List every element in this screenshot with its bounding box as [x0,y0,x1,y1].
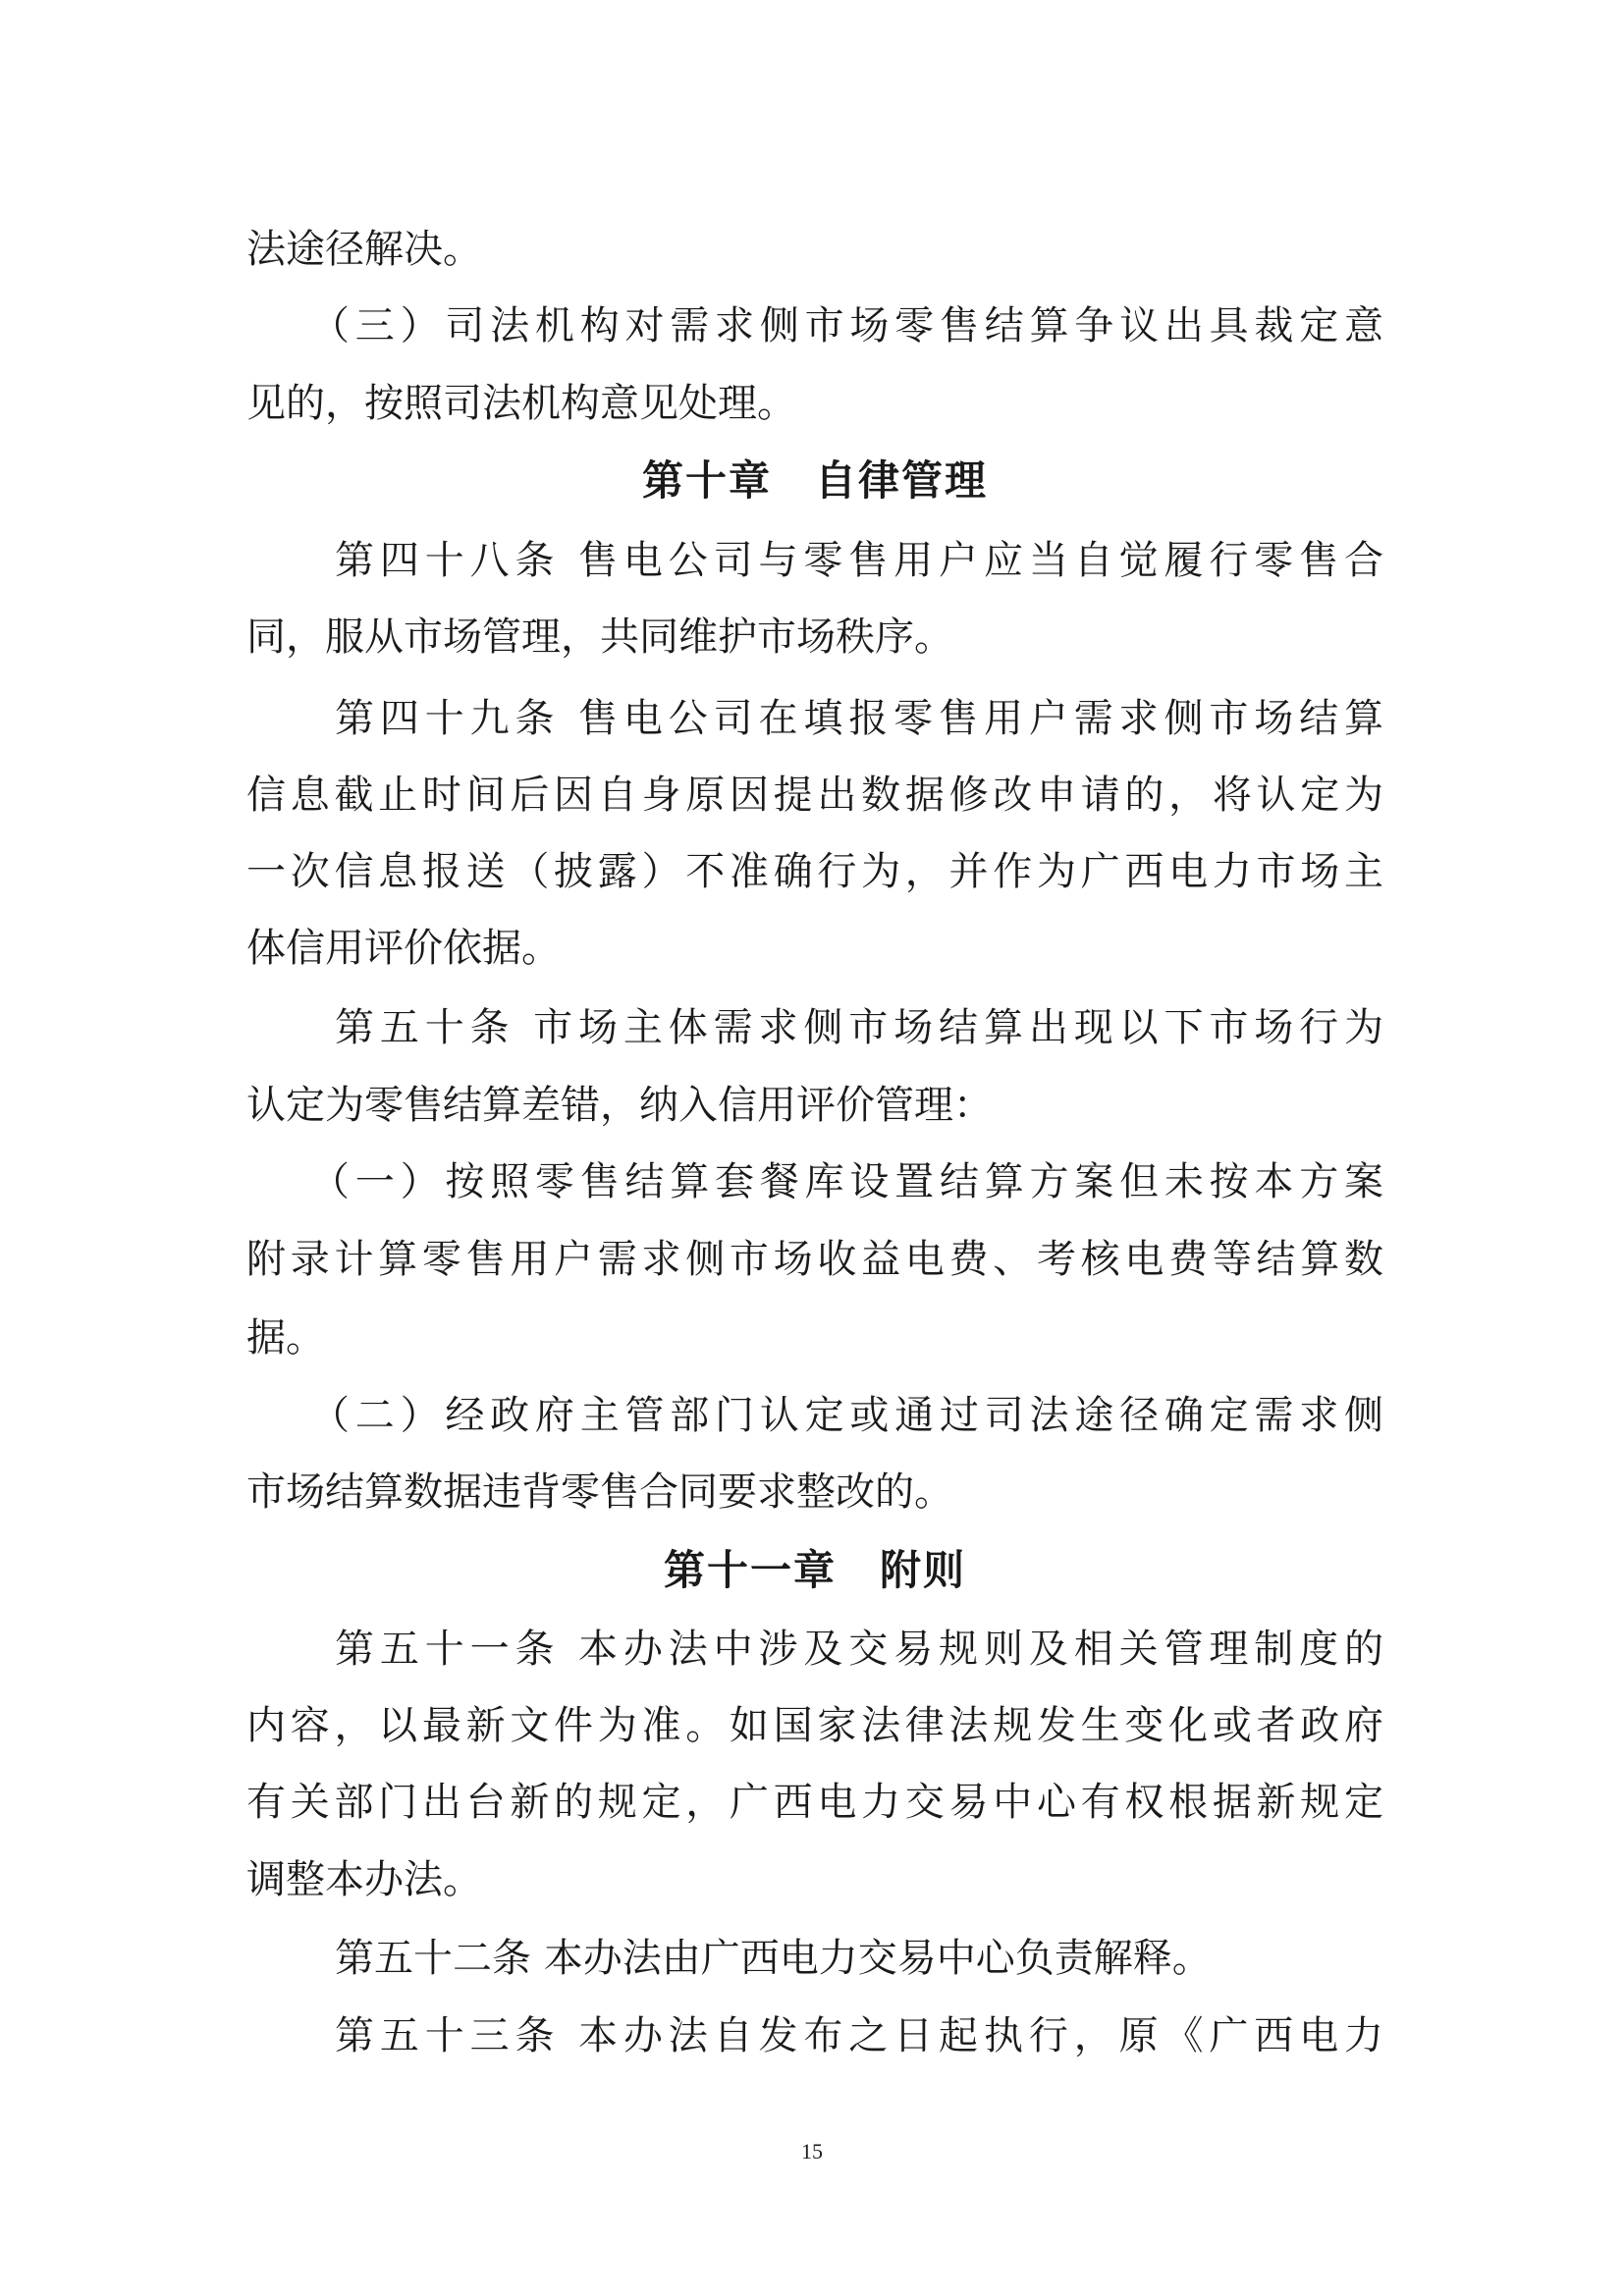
text-line: 有关部门出台新的规定，广西电力交易中心有权根据新规定 [246,1780,1383,1825]
text-line: 内容，以最新文件为准。如国家法律法规发生变化或者政府 [246,1703,1383,1748]
text-line: （一）按照零售结算套餐库设置结算方案但未按本方案 [310,1159,1383,1204]
text-line: 第四十八条 售电公司与零售用户应当自觉履行零售合 [335,538,1383,583]
text-line: 第五十三条 本办法自发布之日起执行，原《广西电力 [335,2013,1383,2058]
text-line: 一次信息报送（披露）不准确行为，并作为广西电力市场主 [246,849,1383,894]
text-line: 体信用评价依据。 [246,926,561,971]
text-line: 第五十一条 本办法中涉及交易规则及相关管理制度的 [335,1627,1383,1672]
text-line: 第五十条 市场主体需求侧市场结算出现以下市场行为 [335,1005,1383,1050]
chapter-heading: 第十章 自律管理 [641,456,988,505]
text-line: 调整本办法。 [246,1857,482,1902]
text-line: 见的，按照司法机构意见处理。 [246,381,796,426]
text-line: 法途径解决。 [246,227,482,272]
text-line: （三）司法机构对需求侧市场零售结算争议出具裁定意 [310,303,1383,348]
text-line: 据。 [246,1315,325,1361]
text-line: 认定为零售结算差错，纳入信用评价管理： [246,1083,993,1128]
text-line: （二）经政府主管部门认定或通过司法途径确定需求侧 [310,1393,1383,1438]
text-line: 市场结算数据违背零售合同要求整改的。 [246,1469,953,1515]
chapter-heading: 第十一章 附则 [663,1546,966,1594]
text-line: 第四十九条 售电公司在填报零售用户需求侧市场结算 [335,696,1383,741]
text-line: 第五十二条 本办法由广西电力交易中心负责解释。 [335,1936,1212,1981]
page-number: 15 [801,2139,823,2163]
text-line: 附录计算零售用户需求侧市场收益电费、考核电费等结算数 [246,1237,1383,1282]
text-line: 同，服从市场管理，共同维护市场秩序。 [246,614,953,660]
text-line: 信息截止时间后因自身原因提出数据修改申请的，将认定为 [246,773,1383,818]
